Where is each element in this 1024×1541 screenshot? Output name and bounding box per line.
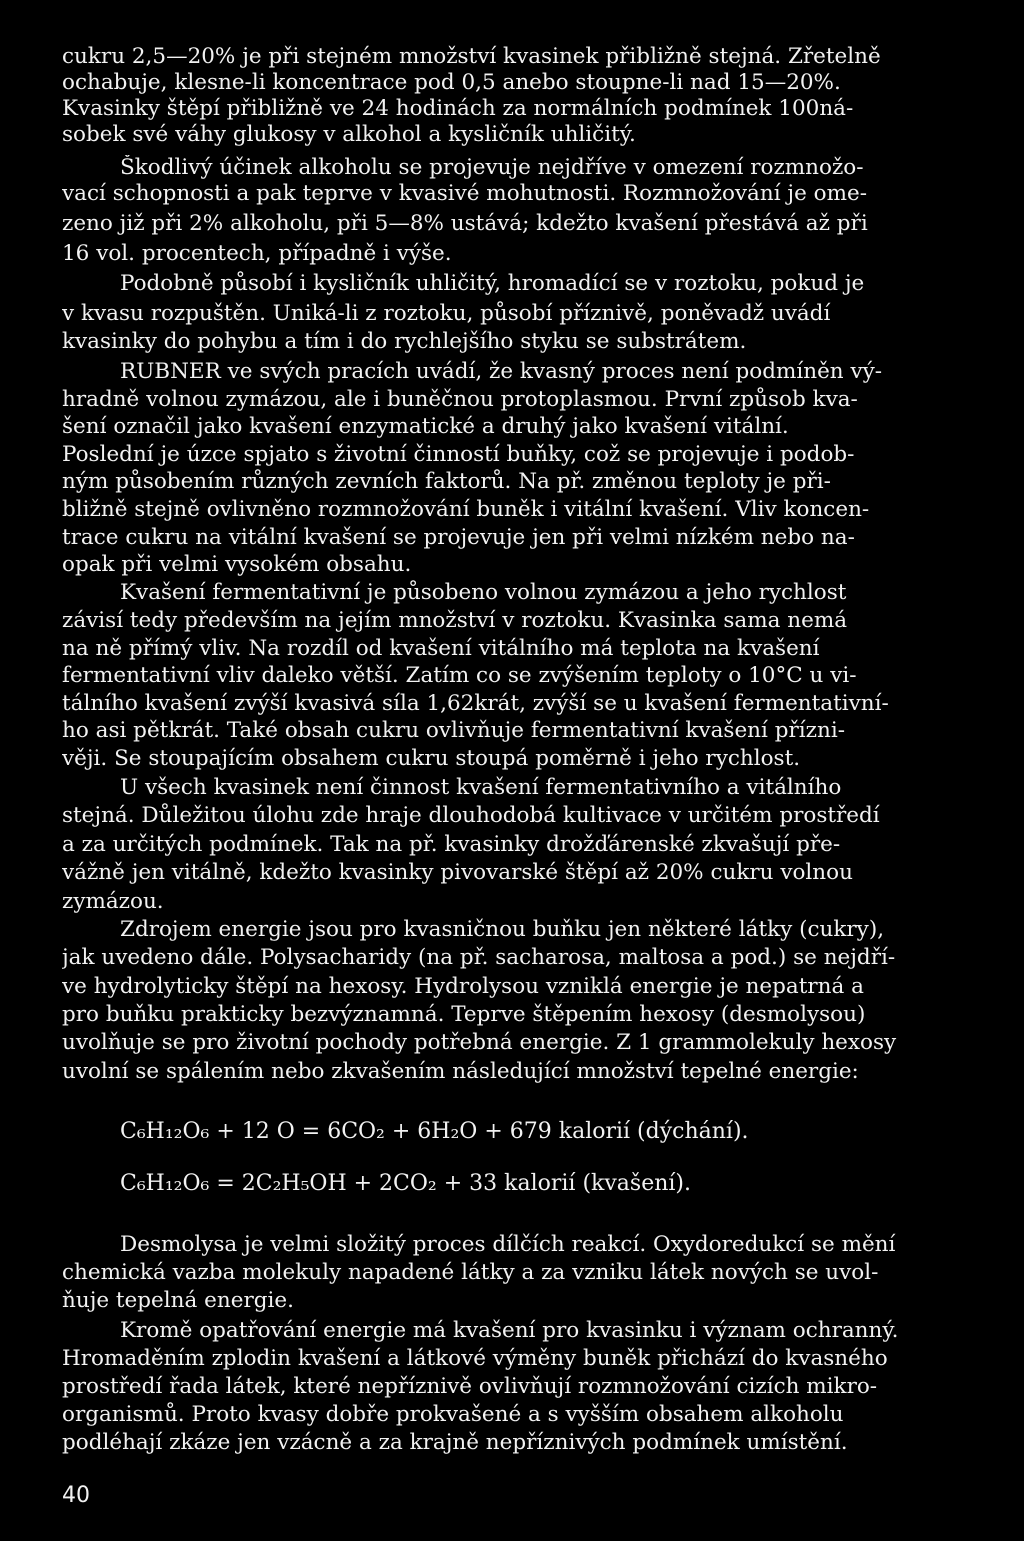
text-line: kvasinky do pohybu a tím i do rychlejšího styku se substrátem.: [62, 329, 747, 354]
text-line: šení označil jako kvašení enzymatické a druhý jako kvašení vitální.: [62, 414, 789, 439]
text-line: vážně jen vitálně, kdežto kvasinky pivovarské štěpí až 20% cukru volnou: [62, 860, 853, 885]
text-line: hradně volnou zymázou, ale i buněčnou protoplasmou. První způsob kva-: [62, 387, 858, 412]
chemical-equation-respiration: C₆H₁₂O₆ + 12 O = 6CO₂ + 6H₂O + 679 kalorií (dýchání).: [120, 1119, 749, 1144]
text-line: Kvasinky štěpí přibližně ve 24 hodinách za normálních podmínek 100ná-: [62, 96, 854, 121]
chemical-equation-fermentation: C₆H₁₂O₆ = 2C₂H₅OH + 2CO₂ + 33 kalorií (kvašení).: [120, 1171, 692, 1196]
text-line: cukru 2,5—20% je při stejném množství kvasinek přibližně stejná. Zřetelně: [62, 44, 881, 69]
text-line: Desmolysa je velmi složitý proces dílčích reakcí. Oxydoredukcí se mění: [120, 1232, 896, 1257]
text-line: organismů. Proto kvasy dobře prokvašené a s vyšším obsahem alkoholu: [62, 1402, 844, 1427]
text-line: stejná. Důležitou úlohu zde hraje dlouhodobá kultivace v určitém prostředí: [62, 803, 880, 828]
text-line: ve hydrolyticky štěpí na hexosy. Hydrolysou vzniklá energie je nepatrná a: [62, 974, 864, 999]
text-line: závisí tedy především na jejím množství v roztoku. Kvasinka sama nemá: [62, 608, 848, 633]
text-line: uvolní se spálením nebo zkvašením následující množství tepelné energie:: [62, 1059, 859, 1084]
text-line: Poslední je úzce spjato s životní činností buňky, což se projevuje i podob-: [62, 442, 855, 467]
text-line: trace cukru na vitální kvašení se projevuje jen při velmi nízkém nebo na-: [62, 525, 855, 550]
text-line: RUBNER ve svých pracích uvádí, že kvasný proces není podmíněn vý-: [120, 359, 883, 384]
text-line: zymázou.: [62, 889, 164, 914]
text-line: prostředí řada látek, které nepříznivě ovlivňují rozmnožování cizích mikro-: [62, 1374, 878, 1399]
text-line: Hromaděním zplodin kvašení a látkové výměny buněk přichází do kvasného: [62, 1346, 888, 1371]
text-line: Kvašení fermentativní je působeno volnou zymázou a jeho rychlost: [120, 580, 847, 605]
text-line: v kvasu rozpuštěn. Uniká-li z roztoku, působí příznivě, poněvadž uvádí: [62, 301, 831, 326]
text-line: opak při velmi vysokém obsahu.: [62, 552, 412, 577]
text-line: bližně stejně ovlivněno rozmnožování buněk i vitální kvašení. Vliv koncen-: [62, 497, 870, 522]
text-line: podléhají zkáze jen vzácně a za krajně nepříznivých podmínek umístění.: [62, 1430, 848, 1455]
text-line: fermentativní vliv daleko větší. Zatím co se zvýšením teploty o 10°C u vi-: [62, 663, 857, 688]
text-line: ho asi pětkrát. Také obsah cukru ovlivňuje fermentativní kvašení přízni-: [62, 718, 845, 743]
text-line: tálního kvašení zvýší kvasivá síla 1,62krát, zvýší se u kvašení fermentativní-: [62, 691, 889, 716]
page-number: 40: [62, 1483, 90, 1508]
text-line: uvolňuje se pro životní pochody potřebná energie. Z 1 grammolekuly hexosy: [62, 1030, 897, 1055]
text-line: chemická vazba molekuly napadené látky a za vzniku látek nových se uvol-: [62, 1260, 879, 1285]
text-line: věji. Se stoupajícím obsahem cukru stoupá poměrně i jeho rychlost.: [62, 746, 801, 771]
text-line: 16 vol. procentech, případně i výše.: [62, 241, 452, 266]
text-line: Zdrojem energie jsou pro kvasničnou buňku jen některé látky (cukry),: [120, 917, 885, 942]
text-line: Škodlivý účinek alkoholu se projevuje nejdříve v omezení rozmnožo-: [120, 155, 864, 180]
text-line: sobek své váhy glukosy v alkohol a kysličník uhličitý.: [62, 122, 636, 147]
text-line: Podobně působí i kysličník uhličitý, hromadící se v roztoku, pokud je: [120, 271, 865, 296]
text-line: pro buňku prakticky bezvýznamná. Teprve štěpením hexosy (desmolysou): [62, 1002, 866, 1027]
text-line: ochabuje, klesne-li koncentrace pod 0,5 anebo stoupne-li nad 15—20%.: [62, 70, 841, 95]
text-line: ným působením různých zevních faktorů. Na př. změnou teploty je při-: [62, 469, 831, 494]
text-line: vací schopnosti a pak teprve v kvasivé mohutnosti. Rozmnožování je ome-: [62, 181, 867, 206]
text-line: Kromě opatřování energie má kvašení pro kvasinku i význam ochranný.: [120, 1318, 899, 1343]
text-line: na ně přímý vliv. Na rozdíl od kvašení vitálního má teplota na kvašení: [62, 636, 820, 661]
text-line: ňuje tepelná energie.: [62, 1288, 294, 1313]
text-line: a za určitých podmínek. Tak na př. kvasinky drožďárenské zkvašují pře-: [62, 832, 841, 857]
text-line: jak uvedeno dále. Polysacharidy (na př. sacharosa, maltosa a pod.) se nejdří-: [62, 945, 896, 970]
text-line: zeno již při 2% alkoholu, při 5—8% ustává; kdežto kvašení přestává až při: [62, 211, 868, 236]
text-line: U všech kvasinek není činnost kvašení fermentativního a vitálního: [120, 775, 842, 800]
